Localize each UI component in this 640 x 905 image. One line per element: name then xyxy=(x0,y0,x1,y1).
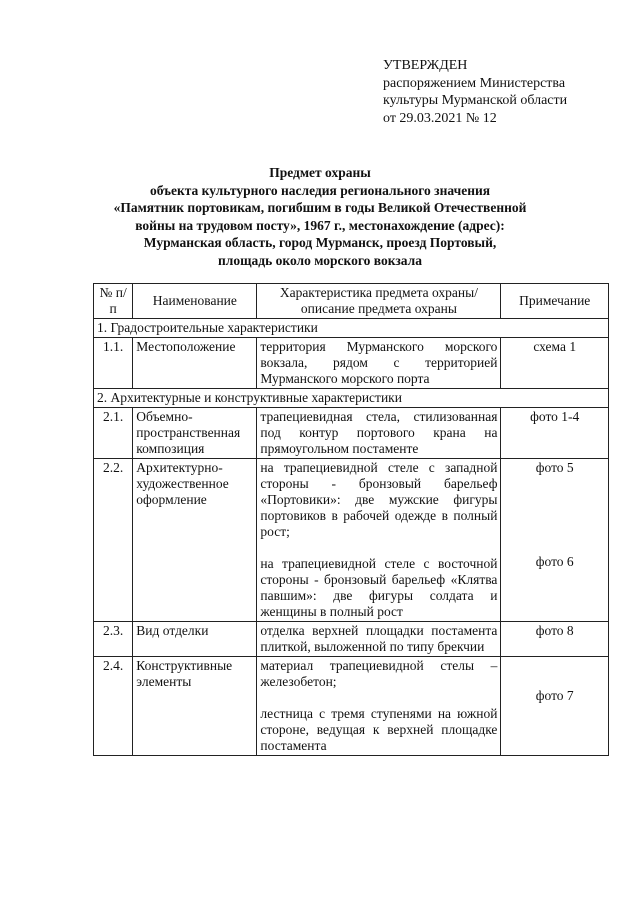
title-line: Мурманская область, город Мурманск, проезд Портовый, xyxy=(143,235,497,250)
approval-line: культуры Мурманской области xyxy=(383,93,568,108)
document-title xyxy=(60,164,580,269)
header-name: Наименование xyxy=(133,284,257,319)
row-note: схема 1 xyxy=(501,338,609,389)
row-description: трапециевидная стела, стилизованная под контур портового крана на прямоугольном постаменте xyxy=(257,408,501,459)
title-line: объекта культурного наследия регионального значения xyxy=(149,182,491,198)
row-number: 2.1. xyxy=(94,408,133,459)
header-description: Характеристика предмета охраны/ описание предмета охраны xyxy=(257,284,501,319)
row-note: фото 1-4 xyxy=(501,408,609,459)
row-note: фото 5 xyxy=(535,460,574,475)
row-name: Конструктивные элементы xyxy=(133,657,257,756)
table-row xyxy=(94,338,609,389)
title-line: площадь около морского вокзала xyxy=(218,252,422,268)
table-row xyxy=(94,459,609,622)
row-note-secondary: фото 7 xyxy=(535,688,574,703)
row-description: материал трапециевидной стелы – железобетон; xyxy=(260,658,498,689)
row-description: отделка верхней площадки постамента плиткой, выложенной по типу брекчии xyxy=(257,622,501,657)
row-description-cell xyxy=(257,459,501,622)
row-name: Архитектурно-художественное оформление xyxy=(133,459,257,622)
table-row xyxy=(94,408,609,459)
table-row xyxy=(94,657,609,756)
section-title: 2. Архитектурные и конструктивные характеристики xyxy=(94,389,609,408)
row-number: 1.1. xyxy=(94,338,133,389)
row-description: на трапециевидной стеле с западной стороны - бронзовый барельеф «Портовики»: две мужские фигуры портовиков в рабочей одежде в полный рост; xyxy=(260,460,498,539)
table-row xyxy=(94,622,609,657)
row-description-secondary: лестница с тремя ступенями на южной стороне, ведущая к верхней площадке постамента xyxy=(260,706,498,753)
approval-heading: УТВЕРЖДЕН xyxy=(383,58,468,73)
section-row xyxy=(94,319,609,338)
protection-subject-table xyxy=(93,283,609,756)
row-name: Местоположение xyxy=(133,338,257,389)
approval-date: от 29.03.2021 № 12 xyxy=(383,110,497,126)
table-header-row xyxy=(94,284,609,319)
header-note: Примечание xyxy=(501,284,609,319)
row-description-secondary: на трапециевидной стеле с восточной стороны - бронзовый барельеф «Клятва павшим»: две фигуры солдата и женщины в полный рост xyxy=(260,556,498,619)
row-name: Объемно-пространственная композиция xyxy=(133,408,257,459)
row-note: фото 8 xyxy=(501,622,609,657)
approval-line: распоряжением Министерства xyxy=(383,75,566,91)
header-number: № п/п xyxy=(94,284,133,319)
section-title: 1. Градостроительные характеристики xyxy=(94,319,609,338)
section-row xyxy=(94,389,609,408)
row-number: 2.2. xyxy=(94,459,133,622)
row-note-cell xyxy=(501,459,609,622)
row-note-secondary: фото 6 xyxy=(535,554,574,569)
row-description-cell xyxy=(257,657,501,756)
row-name: Вид отделки xyxy=(133,622,257,657)
row-number: 2.4. xyxy=(94,657,133,756)
approval-block xyxy=(383,57,623,127)
row-note-cell xyxy=(501,657,609,756)
row-description: территория Мурманского морского вокзала, рядом с территорией Мурманского морского порта xyxy=(257,338,501,389)
title-line: Предмет охраны xyxy=(269,165,371,180)
row-number: 2.3. xyxy=(94,622,133,657)
title-line: «Памятник портовикам, погибшим в годы Великой Отечественной xyxy=(113,200,527,215)
title-line: войны на трудовом посту», 1967 г., местонахождение (адрес): xyxy=(135,217,505,233)
